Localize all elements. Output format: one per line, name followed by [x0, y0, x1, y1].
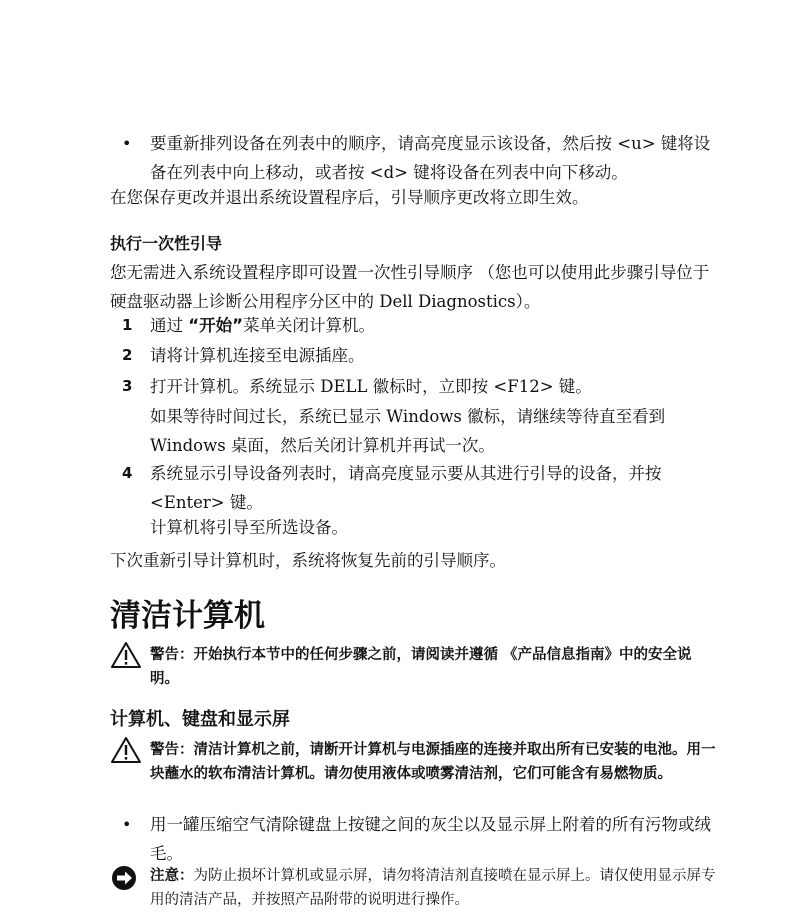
warning-disconnect-power: 警告：清洁计算机之前，请断开计算机与电源插座的连接并取出所有已安装的电池。用一块蘸水的软布清洁计算机。请勿使用液体或喷雾清洁剂，它们可能含有易燃物质。: [150, 742, 716, 782]
warning-icon: [110, 641, 142, 669]
notice-icon: [111, 865, 137, 891]
step-2-text: 请将计算机连接至电源插座。: [150, 346, 365, 365]
warning-icon: [110, 736, 142, 764]
step-1-text: 通过 “开始”菜单关闭计算机。: [150, 316, 375, 335]
bullet-dot: •: [122, 134, 132, 153]
step-number: 3: [122, 377, 133, 395]
step-3-subtext: 如果等待时间过长，系统已显示 Windows 徽标，请继续等待直至看到 Windows 桌面，然后关闭计算机并再试一次。: [150, 407, 666, 455]
bullet-compressed-air: 用一罐压缩空气清除键盘上按键之间的灰尘以及显示屏上附着的所有污物或绒毛。: [150, 815, 711, 863]
step-number: 2: [122, 346, 133, 364]
start-menu-label: “开始”: [188, 316, 243, 335]
one-time-boot-intro: 您无需进入系统设置程序即可设置一次性引导顺序 （您也可以使用此步骤引导位于硬盘驱动器上诊断公用程序分区中的 Dell Diagnostics）。: [110, 263, 710, 311]
section-heading-computer-keyboard-display: 计算机、键盘和显示屏: [110, 709, 290, 730]
warning-safety: 警告：开始执行本节中的任何步骤之前，请阅读并遵循 《产品信息指南》中的安全说明。: [150, 647, 692, 687]
page-title-cleaning: 清洁计算机: [110, 598, 265, 634]
one-time-boot-outro: 下次重新引导计算机时，系统将恢复先前的引导顺序。: [110, 551, 506, 570]
section-heading-one-time-boot: 执行一次性引导: [110, 234, 223, 253]
step-3-text: 打开计算机。系统显示 DELL 徽标时，立即按 <F12> 键。: [150, 377, 592, 396]
step-4-text: 系统显示引导设备列表时，请高亮度显示要从其进行引导的设备，并按 <Enter> 键。: [150, 464, 662, 512]
bullet-dot: •: [122, 815, 132, 834]
step-number: 4: [122, 464, 133, 482]
paragraph-after-save: 在您保存更改并退出系统设置程序后，引导顺序更改将立即生效。: [110, 188, 589, 207]
bullet-reorder-devices: 要重新排列设备在列表中的顺序，请高亮度显示该设备，然后按 <u> 键将设备在列表中向上移动，或者按 <d> 键将设备在列表中向下移动。: [150, 134, 711, 182]
notice-cleaning-products: 注意：为防止损坏计算机或显示屏，请勿将清洁剂直接喷在显示屏上。请仅使用显示屏专用的清洁产品，并按照产品附带的说明进行操作。: [150, 868, 716, 908]
step-number: 1: [122, 316, 133, 334]
notice-label: 注意：: [150, 868, 194, 884]
step-4-subtext: 计算机将引导至所选设备。: [150, 518, 348, 537]
